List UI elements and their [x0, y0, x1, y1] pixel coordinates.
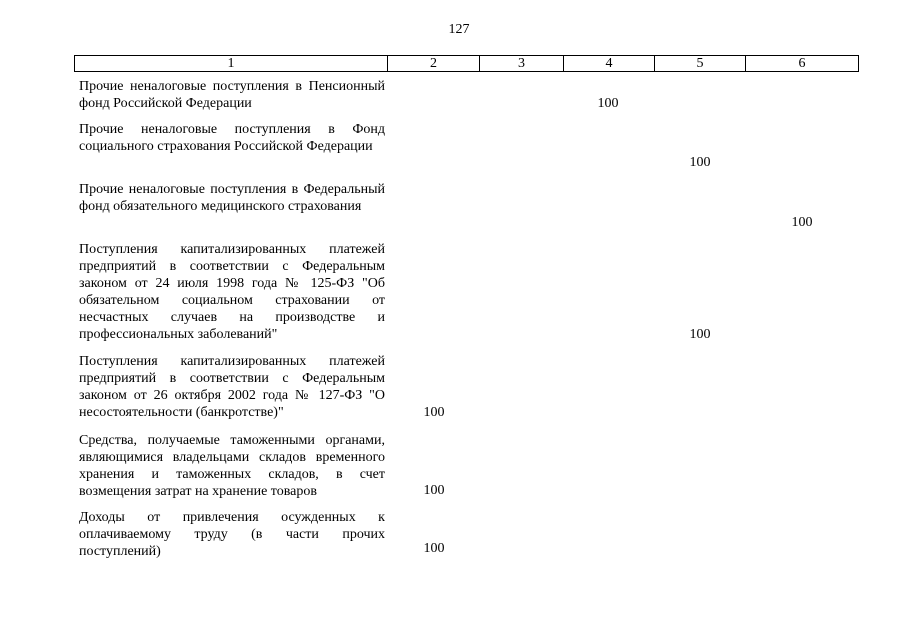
- row-value: 100: [689, 327, 711, 342]
- header-col-3: 3: [480, 56, 564, 71]
- header-col-5: 5: [655, 56, 746, 71]
- row-label: Поступления капитализированных платежей предприятий в соответствии с Федеральным законом от 24 июля 1998 года № 125-ФЗ "Об обязательном социальном страховании от несчастных случаев на производстве и профессиональных заболеваний": [79, 242, 385, 342]
- header-col-2: 2: [388, 56, 480, 71]
- row-value: 100: [597, 96, 619, 111]
- row-value: 100: [423, 483, 445, 498]
- row-label: Прочие неналоговые поступления в Федеральный фонд обязательного медицинского страхования: [79, 182, 385, 214]
- row-label: Средства, получаемые таможенными органами, являющимися владельцами складов временного хранения и таможенных складов, в счет возмещения затрат на хранение товаров: [79, 433, 385, 499]
- header-col-4: 4: [564, 56, 655, 71]
- row-label: Поступления капитализированных платежей предприятий в соответствии с Федеральным законом от 26 октября 2002 года № 127-ФЗ "О несостоятельности (банкротстве)": [79, 354, 385, 420]
- header-col-1: 1: [75, 56, 388, 71]
- row-label: Доходы от привлечения осужденных к оплачиваемому труду (в части прочих поступлений): [79, 510, 385, 559]
- row-value: 100: [689, 155, 711, 170]
- page-number: 127: [448, 22, 470, 37]
- row-value: 100: [791, 215, 813, 230]
- row-value: 100: [423, 541, 445, 556]
- header-col-6: 6: [798, 56, 806, 71]
- row-label: Прочие неналоговые поступления в Пенсионный фонд Российской Федерации: [79, 79, 385, 111]
- row-label: Прочие неналоговые поступления в Фонд социального страхования Российской Федерации: [79, 122, 385, 154]
- row-value: 100: [423, 405, 445, 420]
